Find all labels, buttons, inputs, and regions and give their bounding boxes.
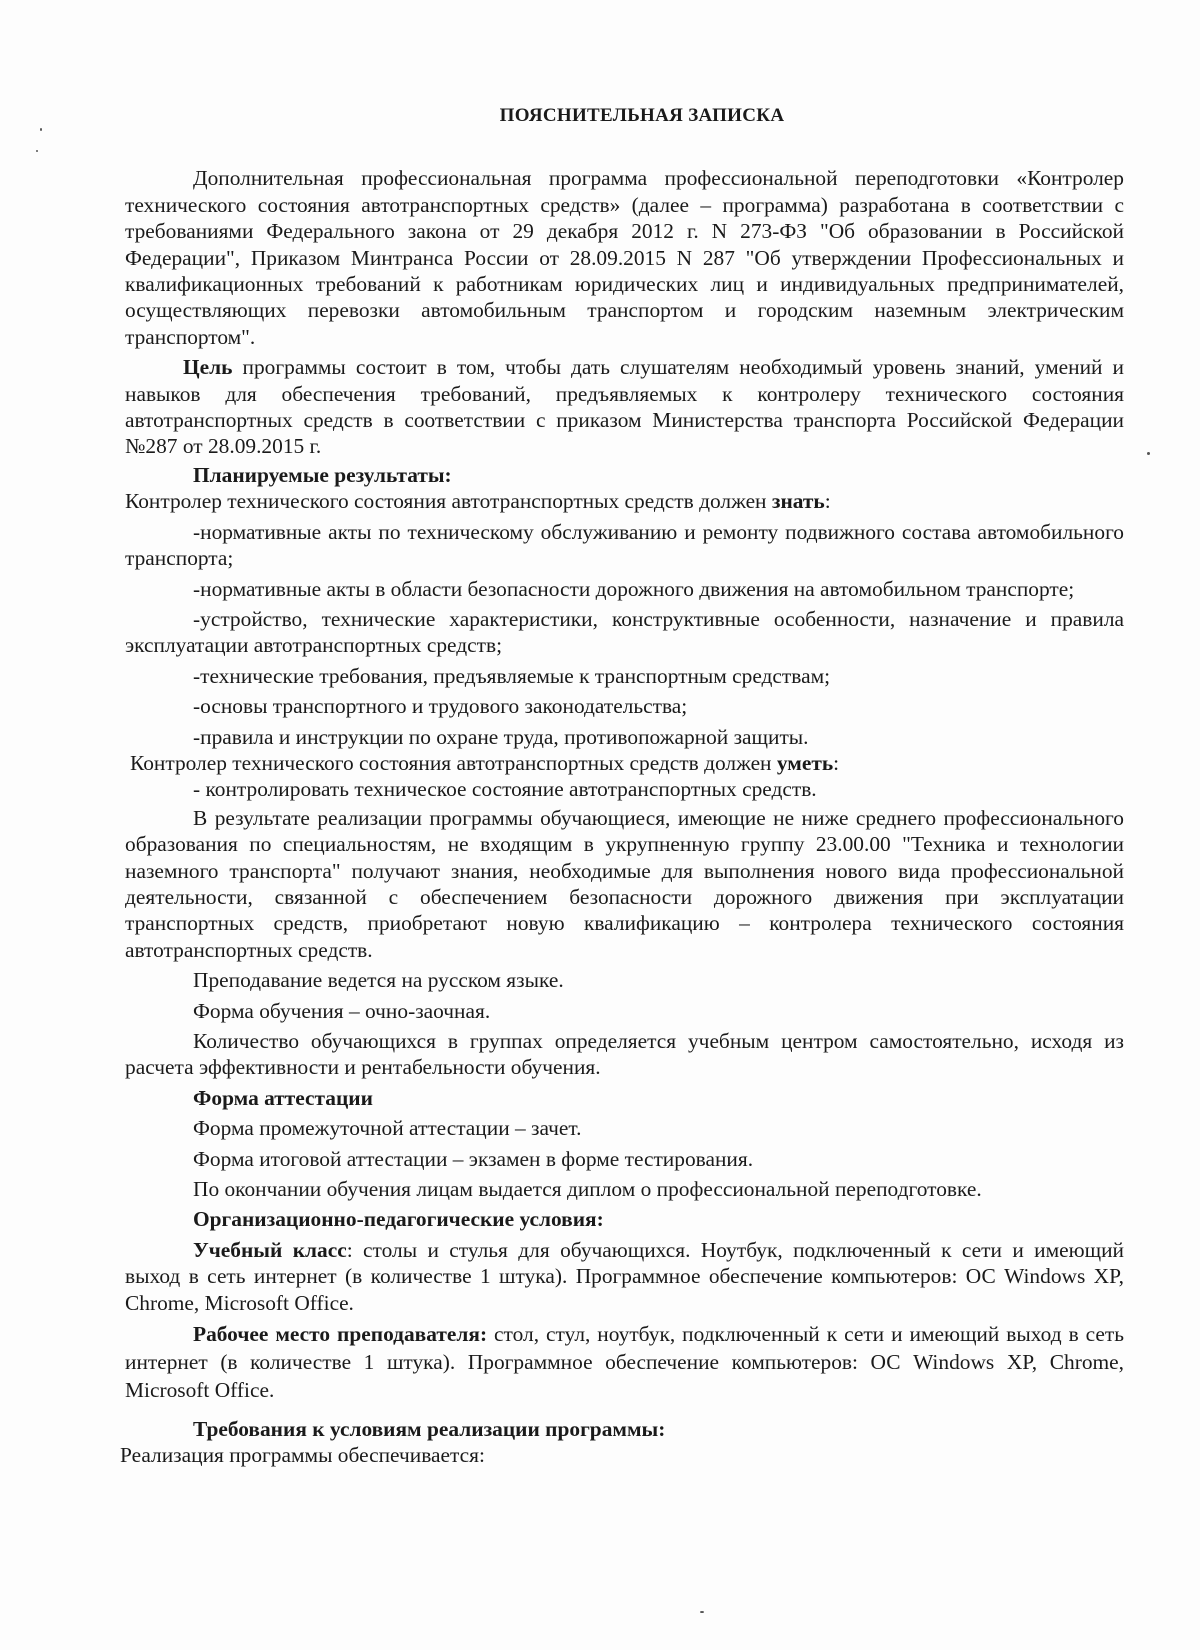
requirements-heading	[125, 1416, 1124, 1442]
classroom-text: : столы и стулья для обучающихся. Ноутбук, подключенный к сети и имеющий выход в сеть интернет (в количестве 1 штука). Программное обеспечение компьютеров: ОС Windows XP, Chrome, Microsoft Office.	[125, 1237, 1124, 1315]
know-item: -правила и инструкции по охране труда, противопожарной защиты.	[193, 724, 809, 749]
language-line: Преподавание ведется на русском языке.	[193, 968, 564, 993]
know-item: -технические требования, предъявляемые к транспортным средствам;	[193, 663, 831, 688]
diploma-line: По окончании обучения лицам выдается диплом о профессиональной переподготовке.	[193, 1177, 982, 1202]
able-item: - контролировать техническое состояние автотранспортных средств.	[193, 777, 817, 802]
know-lead	[125, 488, 1124, 514]
scan-speck	[1147, 452, 1150, 455]
intro-paragraph: Дополнительная профессиональная программа профессиональной переподготовки «Контролер технического состояния автотранспортных средств» (далее – программа) разработана в соответствии с требованиями Федерального закона от 29 декабря 2012 г. N 273-ФЗ "Об образовании в Российской Федерации", Приказом Минтранса России от 28.09.2015 N 287 "Об утверждении Профессиональных и квалификационных требований к работникам юридических лиц и индивидуальных предпринимателей, осуществляющих перевозки автомобильным транспортом и городским наземным электрическим транспортом".	[125, 166, 1124, 349]
able-word: уметь	[776, 750, 834, 775]
attestation-heading	[125, 1085, 1124, 1111]
able-colon: :	[833, 750, 840, 775]
know-item: -основы транспортного и трудового законодательства;	[193, 694, 688, 719]
group-size-paragraph: Количество обучающихся в группах определяется учебным центром самостоятельно, исходя из расчета эффективности и рентабельности обучения.	[125, 1029, 1124, 1080]
results-heading	[125, 462, 1124, 488]
scan-speck	[36, 150, 38, 152]
classroom-paragraph	[125, 1237, 1124, 1316]
outcome-paragraph: В результате реализации программы обучающиеся, имеющие не ниже среднего профессионального образования по специальностям, не входящим в укрупненную группу 23.00.00 "Техника и технологии наземного транспорта" получают знания, необходимые для выполнения нового вида профессиональной деятельности, связанной с обеспечением безопасности дорожного движения при эксплуатации транспортных средств, приобретают новую квалификацию – контролера технического состояния автотранспортных средств.	[125, 805, 1124, 962]
scan-speck	[700, 1611, 704, 1613]
goal-label: Цель	[183, 355, 233, 380]
goal-paragraph	[125, 354, 1124, 460]
interim-attestation-line: Форма промежуточной аттестации – зачет.	[193, 1116, 582, 1141]
conditions-heading	[125, 1206, 1124, 1232]
results-heading-text: Планируемые результаты:	[193, 462, 452, 487]
teacher-label: Рабочее место преподавателя:	[193, 1322, 488, 1347]
know-word: знать	[771, 489, 825, 514]
final-attestation-line: Форма итоговой аттестации – экзамен в форме тестирования.	[193, 1146, 754, 1171]
know-lead-text: Контролер технического состояния автотранспортных средств должен	[125, 489, 772, 514]
document-title: ПОЯСНИТЕЛЬНАЯ ЗАПИСКА	[499, 105, 785, 126]
able-lead-text: Контролер технического состояния автотранспортных средств должен	[130, 750, 777, 775]
able-lead	[125, 750, 1124, 776]
know-item: -устройство, технические характеристики, конструктивные особенности, назначение и правила эксплуатации автотранспортных средств;	[125, 606, 1124, 658]
attestation-heading-text: Форма аттестации	[193, 1085, 373, 1110]
teacher-text: стол, стул, ноутбук, подключенный к сети и имеющий выход в сеть интернет (в количестве 1 штука). Программное обеспечение компьютеров: ОС Windows XP, Chrome, Microsoft Office.	[125, 1322, 1124, 1403]
scan-speck	[40, 128, 42, 131]
teacher-workplace-paragraph	[125, 1320, 1124, 1404]
know-item: -нормативные акты по техническому обслуживанию и ремонту подвижного состава автомобильного транспорта;	[125, 519, 1124, 571]
classroom-label: Учебный класс	[193, 1237, 347, 1262]
know-colon: :	[824, 489, 831, 514]
goal-text: программы состоит в том, чтобы дать слушателям необходимый уровень знаний, умений и навыков для обеспечения требований, предъявляемых к контролеру технического состояния автотранспортных средств в соответствии с приказом Министерства транспорта Российской Федерации №287 от 28.09.2015 г.	[125, 355, 1124, 459]
study-form-line: Форма обучения – очно-заочная.	[193, 998, 491, 1023]
conditions-heading-text: Организационно-педагогические условия:	[193, 1207, 604, 1232]
requirements-heading-text: Требования к условиям реализации программы:	[193, 1417, 666, 1442]
know-item: -нормативные акты в области безопасности дорожного движения на автомобильном транспорте;	[193, 576, 1075, 601]
implementation-line: Реализация программы обеспечивается:	[120, 1443, 485, 1468]
